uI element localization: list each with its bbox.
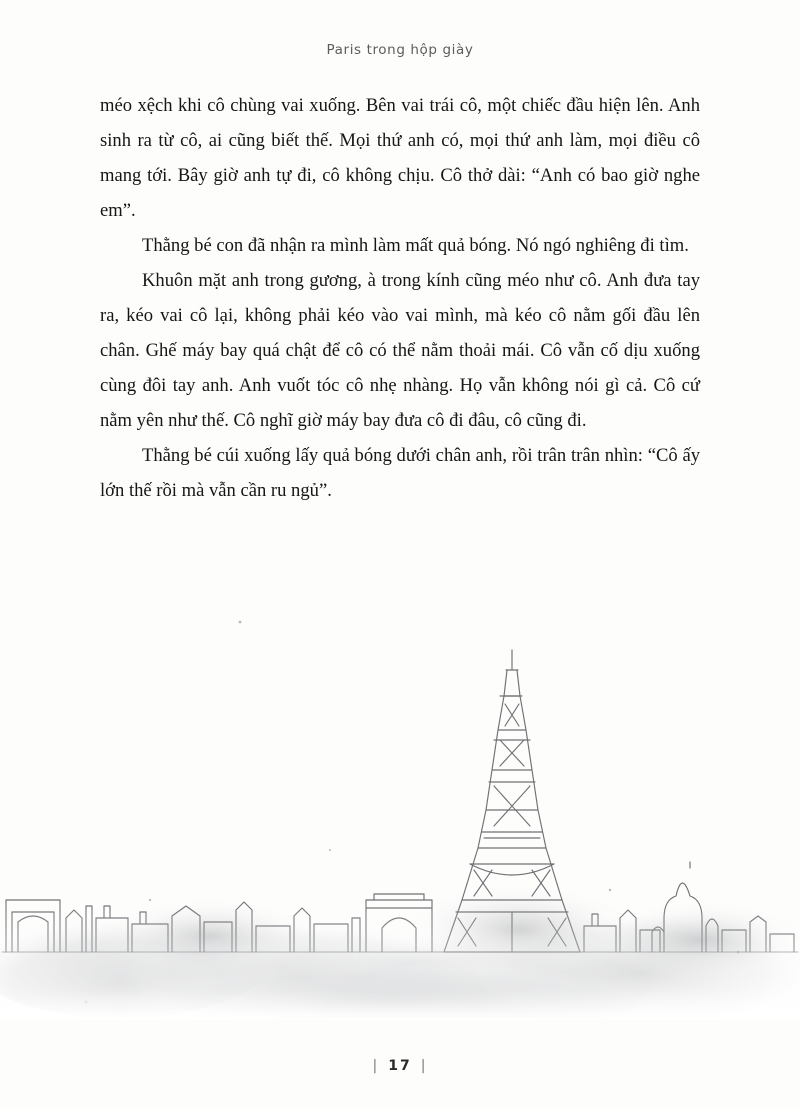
folio-rule-left: | <box>372 1058 380 1074</box>
paragraph-4: Thằng bé cúi xuống lấy quả bóng dưới chân anh, rồi trân trân nhìn: “Cô ấy lớn thế rồi mà vẫn cần ru ngủ”. <box>100 445 700 501</box>
skyline-svg <box>0 600 800 1020</box>
paris-skyline-illustration <box>0 600 800 1020</box>
running-head: Paris trong hộp giày <box>326 42 474 58</box>
page-folio <box>0 1058 800 1074</box>
paragraph-3: Khuôn mặt anh trong gương, à trong kính cũng méo như cô. Anh đưa tay ra, kéo vai cô lại, không phải kéo vào vai mình, mà kéo cô nằm gối đầu lên chân. Ghế máy bay quá chật để cô có thể nằm thoải mái. Cô vẫn cố dịu xuống cùng đôi tay anh. Anh vuốt tóc cô nhẹ nhàng. Họ vẫn không nói gì cả. Cô cứ nằm yên như thế. Cô nghĩ giờ máy bay đưa cô đi đâu, cô cũng đi. <box>100 270 700 431</box>
paragraph-1: méo xệch khi cô chùng vai xuống. Bên vai trái cô, một chiếc đầu hiện lên. Anh sinh ra từ cô, ai cũng biết thế. Mọi thứ anh có, mọi thứ anh làm, mọi điều cô mang tới. Bây giờ anh tự đi, cô không chịu. Cô thở dài: “Anh có bao giờ nghe em”. <box>100 95 700 221</box>
bottom-fade <box>0 900 800 1020</box>
folio-rule-right: | <box>420 1058 428 1074</box>
paragraph-2: Thằng bé con đã nhận ra mình làm mất quả bóng. Nó ngó nghiêng đi tìm. <box>142 235 689 256</box>
page-number: 17 <box>388 1058 412 1074</box>
body-text <box>100 88 700 508</box>
